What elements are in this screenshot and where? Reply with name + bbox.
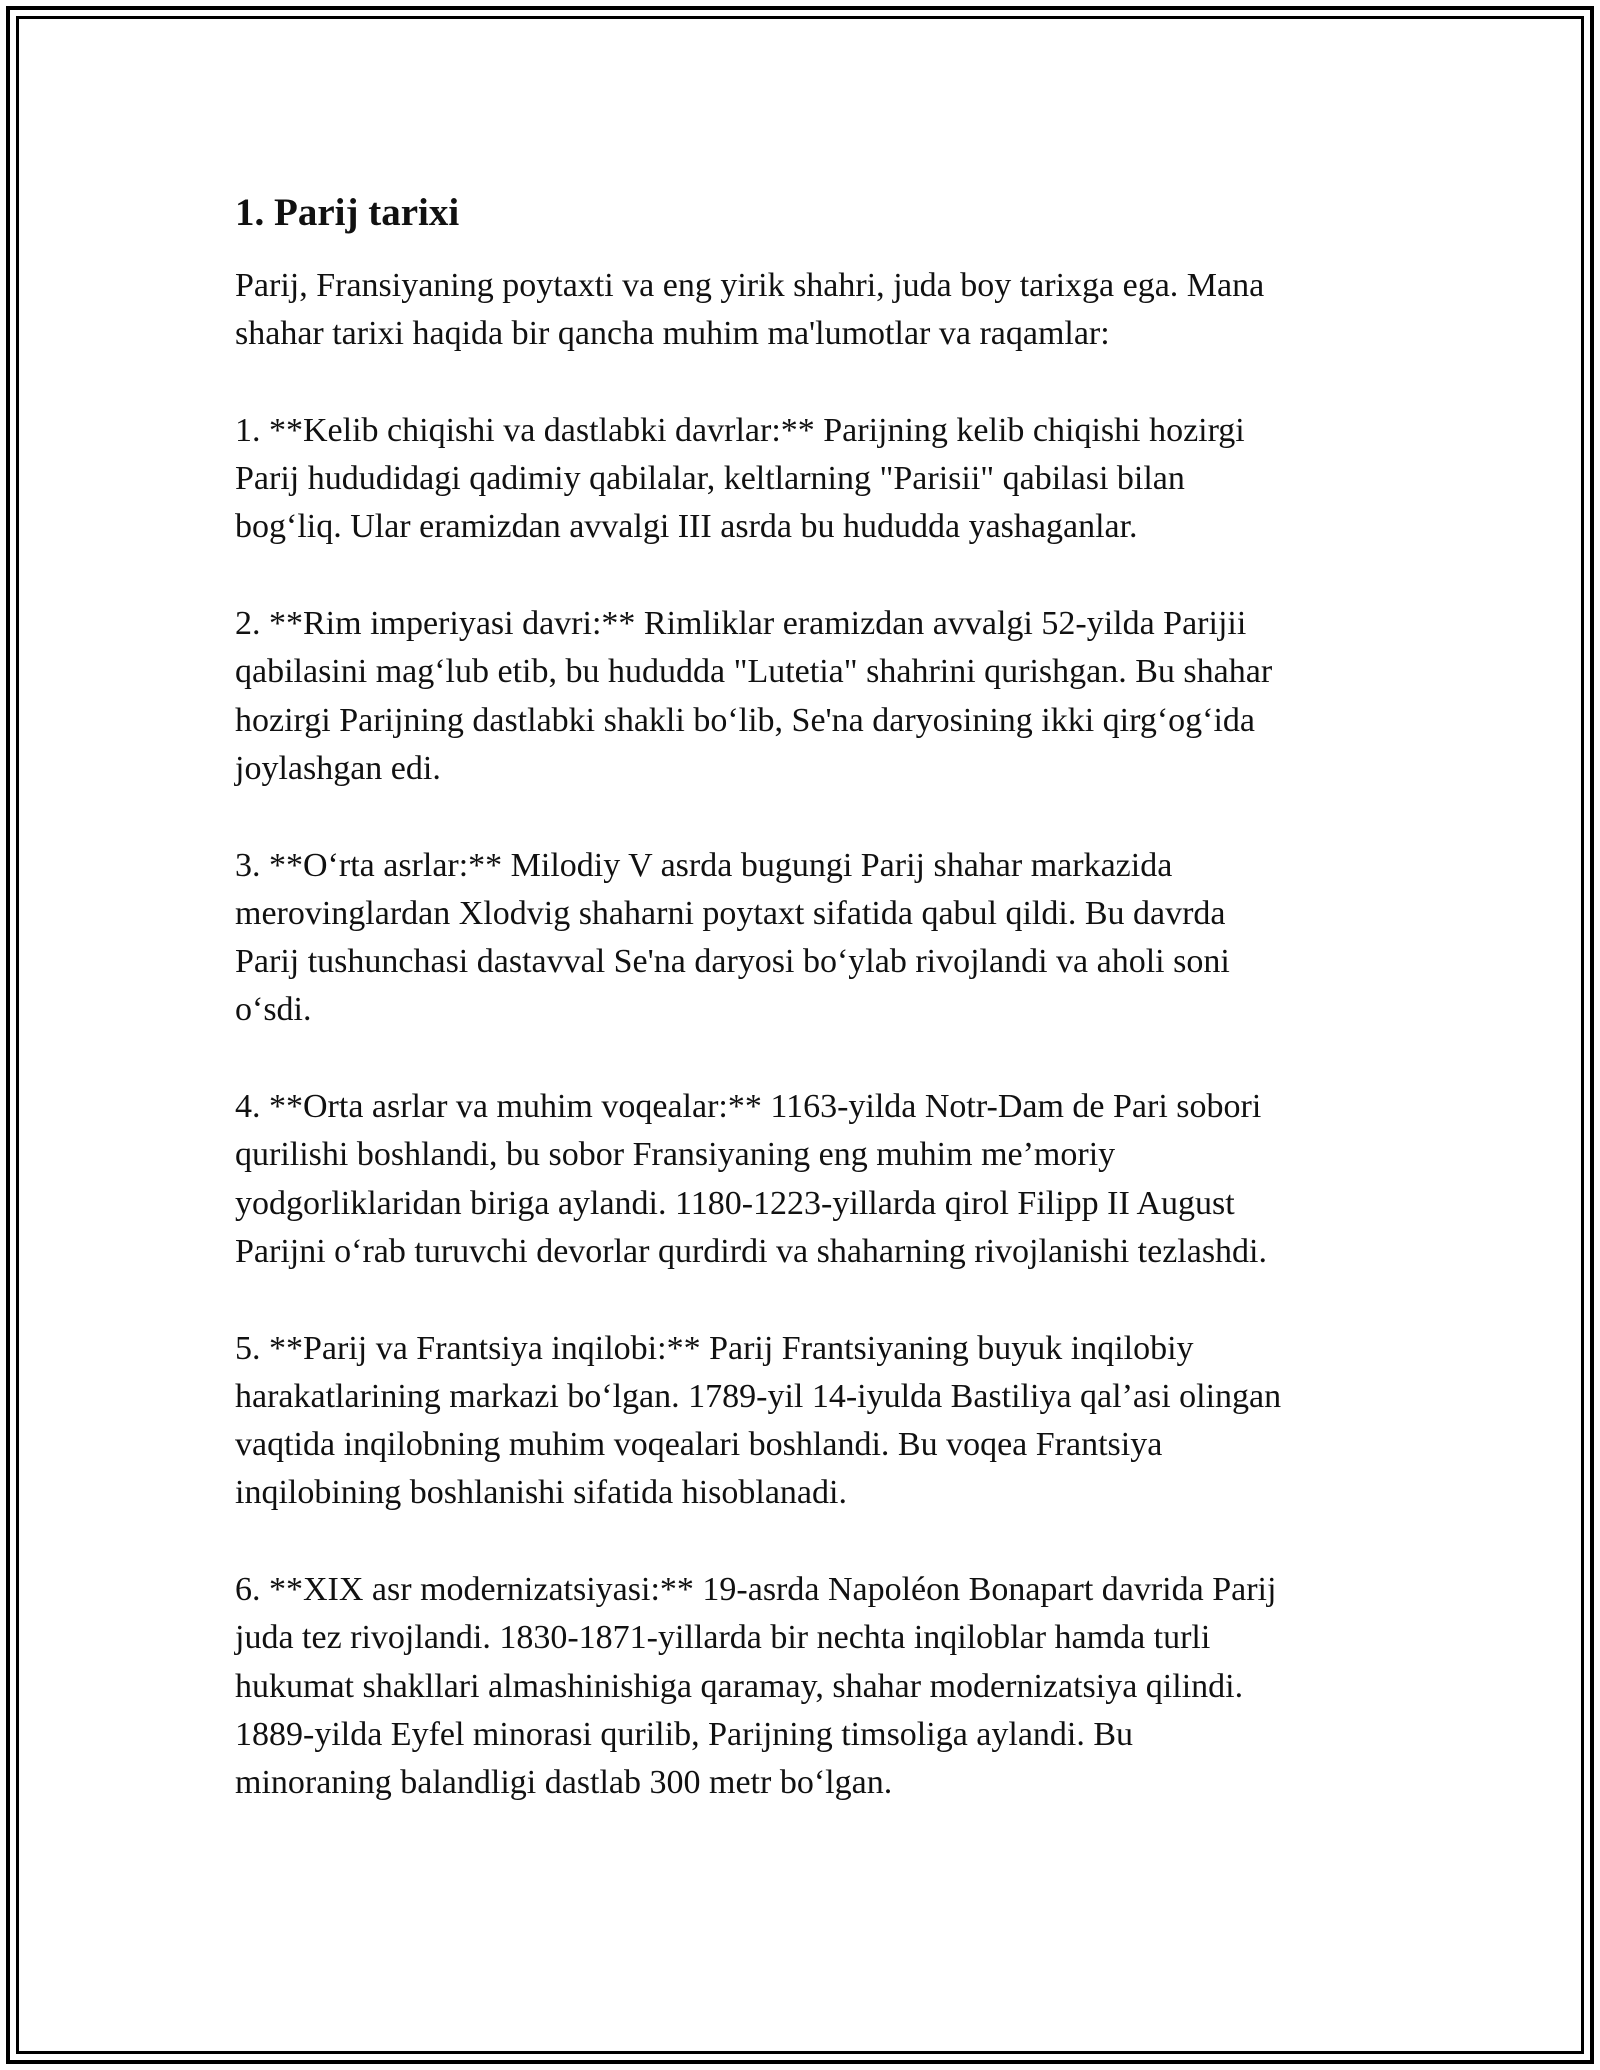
document-body <box>235 186 1385 1856</box>
list-item-origins: 1. **Kelib chiqishi va dastlabki davrlar:** Parijning kelib chiqishi hozirgi Parij hududidagi qadimiy qabilalar, keltlarning "Parisii" qabilasi bilan bog‘liq. Ular eramizdan avvalgi III asrda bu hududda yashaganlar. <box>235 411 1245 546</box>
list-item-roman-era: 2. **Rim imperiyasi davri:** Rimliklar eramizdan avvalgi 52-yilda Parijii qabilasini mag‘lub etib, bu hududda "Lutetia" shahrini qurishgan. Bu shahar hozirgi Parijning dastlabki shakli bo‘lib, Se'na daryosining ikki qirg‘og‘ida joylashgan edi. <box>235 605 1273 787</box>
list-item-modernization: 6. **XIX asr modernizatsiyasi:** 19-asrda Napoléon Bonapart davrida Parij juda tez rivojlandi. 1830-1871-yillarda bir nechta inqiloblar hamda turli hukumat shakllari almashinishiga qaramay, shahar modernizatsiya qilindi. 1889-yilda Eyfel minorasi qurilib, Parijning timsoliga aylandi. Bu minoraning balandligi dastlab 300 metr bo‘lgan. <box>235 1571 1277 1802</box>
list-item-key-events: 4. **Orta asrlar va muhim voqealar:** 1163-yilda Notr-Dam de Pari sobori qurilishi boshlandi, bu sobor Fransiyaning eng muhim me’moriy yodgorliklaridan biriga aylandi. 1180-1223-yillarda qirol Filipp II August Parijni o‘rab turuvchi devorlar qurdirdi va shaharning rivojlanishi tezlashdi. <box>235 1088 1268 1270</box>
list-item-middle-ages: 3. **O‘rta asrlar:** Milodiy V asrda bugungi Parij shahar markazida merovinglardan Xlodvig shaharni poytaxt sifatida qabul qildi. Bu davrda Parij tushunchasi dastavval Se'na daryosi bo‘ylab rivojlandi va aholi soni o‘sdi. <box>235 846 1230 1029</box>
section-heading: 1. Parij tarixi <box>235 191 460 234</box>
list-item-revolution: 5. **Parij va Frantsiya inqilobi:** Parij Frantsiyaning buyuk inqilobiy harakatlarining markazi bo‘lgan. 1789-yil 14-iyulda Bastiliya qal’asi olingan vaqtida inqilobning muhim voqealari boshlandi. Bu voqea Frantsiya inqilobining boshlanishi sifatida hisoblanadi. <box>235 1329 1282 1512</box>
intro-paragraph: Parij, Fransiyaning poytaxti va eng yirik shahri, juda boy tarixga ega. Mana shahar tarixi haqida bir qancha muhim ma'lumotlar va raqamlar: <box>235 267 1265 353</box>
